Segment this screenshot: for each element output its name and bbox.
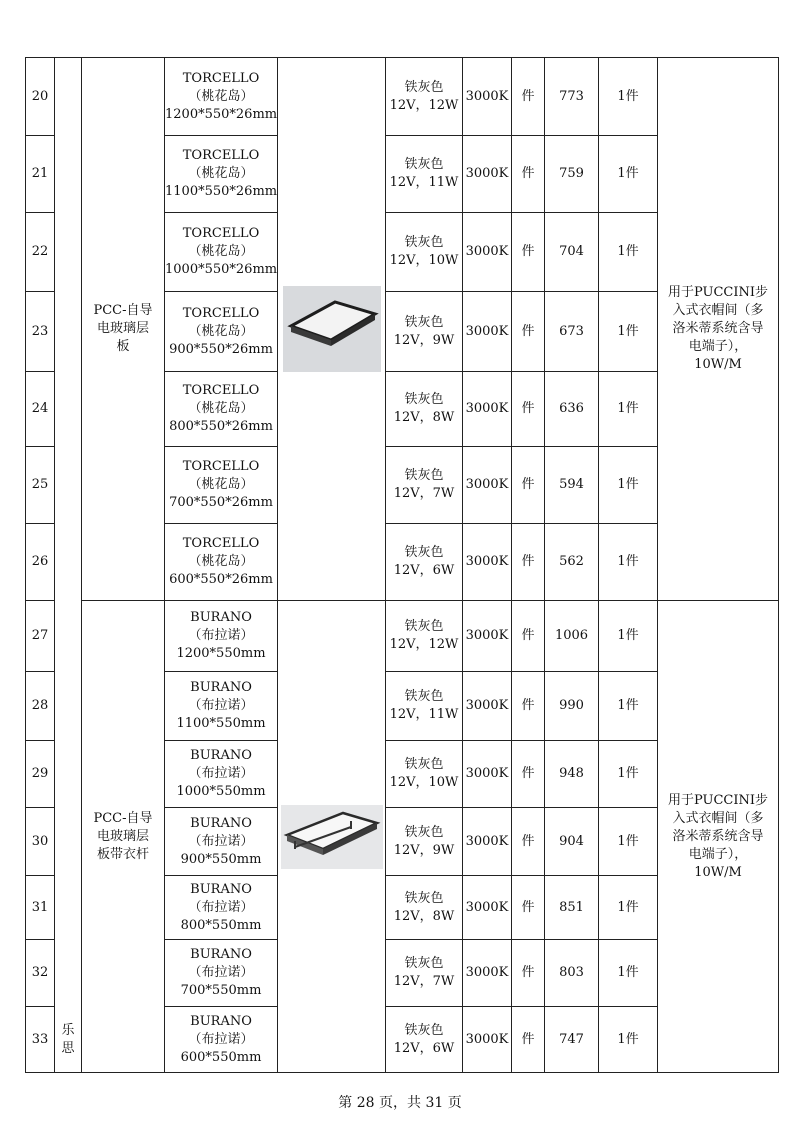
model-size: 800*550mm xyxy=(180,917,262,933)
unit: 件 xyxy=(512,741,545,808)
spec-power: 12V，6W xyxy=(393,563,455,578)
spec-color: 铁灰色 xyxy=(404,79,444,95)
price: 704 xyxy=(545,213,599,292)
price: 851 xyxy=(545,876,599,940)
spec-cell xyxy=(386,447,463,524)
remark-line: 10W/M xyxy=(694,357,742,372)
spec-power: 12V，7W xyxy=(393,486,455,501)
page-number: 第 28 页，共 31 页 xyxy=(338,1095,462,1111)
model-name: TORCELLO xyxy=(182,383,260,398)
spec-power: 12V，7W xyxy=(393,974,455,989)
model-size: 600*550mm xyxy=(180,1049,262,1065)
spec-cell xyxy=(386,524,463,601)
row-number: 23 xyxy=(26,292,55,372)
unit: 件 xyxy=(512,876,545,940)
model-name: TORCELLO xyxy=(182,459,260,474)
table-row xyxy=(26,601,779,672)
color-temp: 3000K xyxy=(463,940,512,1007)
model-size: 1200*550mm xyxy=(176,646,266,661)
model-cell xyxy=(165,940,278,1007)
quantity: 1件 xyxy=(599,1007,658,1073)
model-cell xyxy=(165,876,278,940)
color-temp: 3000K xyxy=(463,601,512,672)
color-temp: 3000K xyxy=(463,372,512,447)
row-number: 30 xyxy=(26,808,55,876)
price: 562 xyxy=(545,524,599,601)
model-size: 900*550mm xyxy=(180,851,262,867)
spec-color: 铁灰色 xyxy=(404,956,444,971)
price: 747 xyxy=(545,1007,599,1073)
unit: 件 xyxy=(512,672,545,741)
spec-cell xyxy=(386,672,463,741)
price: 759 xyxy=(545,136,599,213)
spec-cell xyxy=(386,940,463,1007)
model-cell xyxy=(165,1007,278,1073)
quantity: 1件 xyxy=(599,447,658,524)
row-number: 21 xyxy=(26,136,55,213)
unit: 件 xyxy=(512,372,545,447)
price: 1006 xyxy=(545,601,599,672)
spec-power: 12V，6W xyxy=(393,1040,455,1056)
row-number: 31 xyxy=(26,876,55,940)
model-name: TORCELLO xyxy=(182,536,260,551)
spec-power: 12V，9W xyxy=(393,842,455,858)
unit: 件 xyxy=(512,58,545,136)
remark-line: 电端子）， xyxy=(688,339,748,354)
row-number: 33 xyxy=(26,1007,55,1073)
color-temp: 3000K xyxy=(463,213,512,292)
category-cell xyxy=(82,58,165,601)
spec-color: 铁灰色 xyxy=(404,890,444,906)
unit: 件 xyxy=(512,447,545,524)
model-alias: （桃花岛） xyxy=(188,554,254,569)
glass-shelf-frame-image xyxy=(283,286,381,372)
spec-cell xyxy=(386,808,463,876)
spec-cell xyxy=(386,876,463,940)
brand-cell xyxy=(55,58,82,1073)
model-name: BURANO xyxy=(190,947,252,962)
spec-power: 12V，8W xyxy=(393,410,455,425)
color-temp: 3000K xyxy=(463,808,512,876)
category-line: 板 xyxy=(116,339,130,354)
model-cell xyxy=(165,58,278,136)
spec-power: 12V，9W xyxy=(393,332,455,348)
model-alias: （桃花岛） xyxy=(188,88,254,104)
spec-power: 12V，8W xyxy=(393,908,455,924)
spec-power: 12V，11W xyxy=(389,175,459,190)
unit: 件 xyxy=(512,1007,545,1073)
quantity: 1件 xyxy=(599,136,658,213)
spec-color: 铁灰色 xyxy=(404,235,444,250)
row-number: 24 xyxy=(26,372,55,447)
spec-color: 铁灰色 xyxy=(404,689,444,704)
model-name: BURANO xyxy=(190,815,252,831)
model-cell xyxy=(165,292,278,372)
quantity: 1件 xyxy=(599,741,658,808)
model-size: 1000*550mm xyxy=(176,784,266,799)
unit: 件 xyxy=(512,940,545,1007)
remark-line: 洛米蒂系统含导 xyxy=(672,321,764,336)
price: 803 xyxy=(545,940,599,1007)
model-name: BURANO xyxy=(190,680,252,695)
price-table xyxy=(25,57,779,1073)
spec-power: 12V，10W xyxy=(389,253,459,268)
price: 904 xyxy=(545,808,599,876)
model-cell xyxy=(165,447,278,524)
spec-color: 铁灰色 xyxy=(404,619,444,634)
quantity: 1件 xyxy=(599,876,658,940)
spec-cell xyxy=(386,601,463,672)
model-alias: （布拉诺） xyxy=(188,965,254,980)
model-cell xyxy=(165,524,278,601)
model-size: 600*550*26mm xyxy=(169,572,273,587)
category-line: 板带衣杆 xyxy=(96,846,149,862)
row-number: 22 xyxy=(26,213,55,292)
remark-line: 用于PUCCINI步 xyxy=(667,792,768,808)
spec-color: 铁灰色 xyxy=(404,468,444,483)
color-temp: 3000K xyxy=(463,58,512,136)
unit: 件 xyxy=(512,524,545,601)
remark-line: 入式衣帽间（多 xyxy=(672,303,764,318)
row-number: 32 xyxy=(26,940,55,1007)
model-cell xyxy=(165,213,278,292)
table-row xyxy=(26,58,779,136)
remark-line: 洛米蒂系统含导 xyxy=(672,828,764,844)
spec-power: 12V，12W xyxy=(389,637,459,652)
color-temp: 3000K xyxy=(463,524,512,601)
spec-color: 铁灰色 xyxy=(404,545,444,560)
model-size: 700*550*26mm xyxy=(169,495,273,510)
glass-shelf-with-rail-image xyxy=(281,805,383,869)
color-temp: 3000K xyxy=(463,876,512,940)
model-name: BURANO xyxy=(190,610,252,625)
color-temp: 3000K xyxy=(463,1007,512,1073)
category-cell xyxy=(82,601,165,1073)
unit: 件 xyxy=(512,292,545,372)
row-number: 29 xyxy=(26,741,55,808)
model-alias: （布拉诺） xyxy=(188,899,254,915)
model-alias: （桃花岛） xyxy=(188,477,254,492)
product-image-cell xyxy=(278,58,386,601)
model-name: BURANO xyxy=(190,1013,252,1029)
model-cell xyxy=(165,808,278,876)
model-cell xyxy=(165,136,278,213)
quantity: 1件 xyxy=(599,292,658,372)
unit: 件 xyxy=(512,808,545,876)
model-cell xyxy=(165,741,278,808)
remark-cell xyxy=(658,58,779,601)
model-name: TORCELLO xyxy=(182,148,260,163)
color-temp: 3000K xyxy=(463,136,512,213)
model-cell xyxy=(165,672,278,741)
quantity: 1件 xyxy=(599,808,658,876)
model-name: BURANO xyxy=(190,881,252,897)
model-alias: （布拉诺） xyxy=(188,698,254,713)
brand-label: 乐思 xyxy=(61,1023,75,1056)
model-name: TORCELLO xyxy=(182,70,260,86)
model-alias: （布拉诺） xyxy=(188,1031,254,1047)
model-alias: （桃花岛） xyxy=(188,166,254,181)
unit: 件 xyxy=(512,213,545,292)
model-alias: （桃花岛） xyxy=(188,323,254,339)
quantity: 1件 xyxy=(599,940,658,1007)
row-number: 28 xyxy=(26,672,55,741)
spec-cell xyxy=(386,372,463,447)
price: 948 xyxy=(545,741,599,808)
category-line: PCC-自导 xyxy=(93,810,153,826)
model-cell xyxy=(165,372,278,447)
price: 594 xyxy=(545,447,599,524)
quantity: 1件 xyxy=(599,601,658,672)
remark-line: 用于PUCCINI步 xyxy=(667,285,768,300)
spec-cell xyxy=(386,136,463,213)
model-name: BURANO xyxy=(190,748,252,763)
row-number: 20 xyxy=(26,58,55,136)
unit: 件 xyxy=(512,136,545,213)
model-name: TORCELLO xyxy=(182,305,260,321)
model-size: 900*550*26mm xyxy=(169,341,273,357)
remark-line: 入式衣帽间（多 xyxy=(672,810,764,826)
quantity: 1件 xyxy=(599,672,658,741)
model-size: 1100*550*26mm xyxy=(165,184,278,199)
model-size: 1100*550mm xyxy=(176,716,266,731)
model-alias: （布拉诺） xyxy=(188,628,254,643)
price: 990 xyxy=(545,672,599,741)
spec-cell xyxy=(386,741,463,808)
model-cell xyxy=(165,601,278,672)
spec-color: 铁灰色 xyxy=(404,1022,444,1038)
row-number: 25 xyxy=(26,447,55,524)
remark-line: 10W/M xyxy=(694,864,742,880)
unit: 件 xyxy=(512,601,545,672)
quantity: 1件 xyxy=(599,213,658,292)
spec-cell xyxy=(386,1007,463,1073)
spec-color: 铁灰色 xyxy=(404,314,444,330)
spec-power: 12V，10W xyxy=(389,775,459,790)
category-line: 电玻璃层 xyxy=(96,321,149,336)
row-number: 27 xyxy=(26,601,55,672)
model-name: TORCELLO xyxy=(182,226,260,241)
model-size: 1200*550*26mm xyxy=(165,106,278,122)
product-image-cell xyxy=(278,601,386,1073)
color-temp: 3000K xyxy=(463,292,512,372)
spec-color: 铁灰色 xyxy=(404,757,444,772)
quantity: 1件 xyxy=(599,524,658,601)
color-temp: 3000K xyxy=(463,672,512,741)
spec-power: 12V，11W xyxy=(389,707,459,722)
model-alias: （桃花岛） xyxy=(188,401,254,416)
row-number: 26 xyxy=(26,524,55,601)
remark-line: 电端子）， xyxy=(688,846,748,862)
color-temp: 3000K xyxy=(463,741,512,808)
spec-cell xyxy=(386,292,463,372)
remark-cell xyxy=(658,601,779,1073)
price: 773 xyxy=(545,58,599,136)
model-size: 1000*550*26mm xyxy=(165,262,278,277)
price: 673 xyxy=(545,292,599,372)
model-alias: （布拉诺） xyxy=(188,766,254,781)
model-size: 700*550mm xyxy=(180,983,262,998)
spec-color: 铁灰色 xyxy=(404,392,444,407)
quantity: 1件 xyxy=(599,372,658,447)
spec-power: 12V，12W xyxy=(389,97,459,113)
spec-cell xyxy=(386,213,463,292)
color-temp: 3000K xyxy=(463,447,512,524)
category-line: PCC-自导 xyxy=(93,303,153,318)
spec-color: 铁灰色 xyxy=(404,157,444,172)
model-alias: （桃花岛） xyxy=(188,244,254,259)
spec-cell xyxy=(386,58,463,136)
model-size: 800*550*26mm xyxy=(169,419,273,434)
spec-color: 铁灰色 xyxy=(404,824,444,840)
quantity: 1件 xyxy=(599,58,658,136)
category-line: 电玻璃层 xyxy=(96,828,149,844)
price: 636 xyxy=(545,372,599,447)
model-alias: （布拉诺） xyxy=(188,833,254,849)
